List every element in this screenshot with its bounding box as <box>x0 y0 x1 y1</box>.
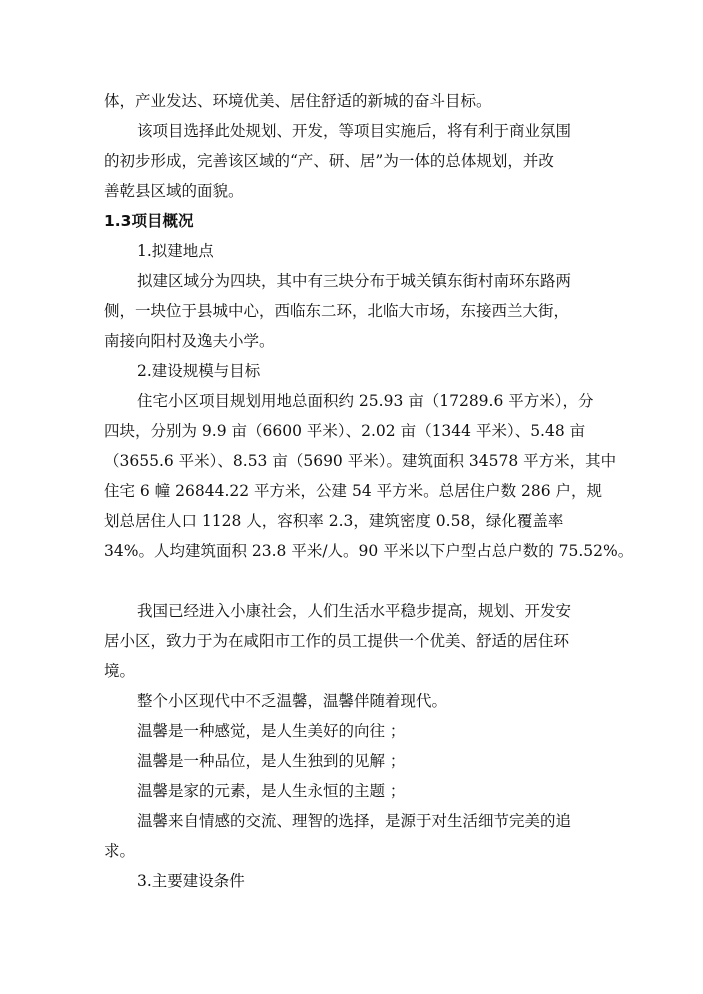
section-heading: 1.3项目概况 <box>104 212 194 230</box>
paragraph-line: 整个小区现代中不乏温馨，温馨伴随着现代。 <box>137 692 448 710</box>
paragraph-line: 的初步形成，完善该区域的“产、研、居”为一体的总体规划，并改 <box>104 152 554 170</box>
paragraph-line: 划总居住人口 1128 人，容积率 2.3，建筑密度 0.58，绿化覆盖率 <box>104 512 564 530</box>
paragraph-line: 体，产业发达、环境优美、居住舒适的新城的奋斗目标。 <box>104 92 492 110</box>
paragraph-line: 拟建区域分为四块，其中有三块分布于城关镇东街村南环东路两 <box>137 272 572 290</box>
paragraph-line: 侧，一块位于县城中心，西临东二环，北临大市场，东接西兰大街， <box>104 302 570 320</box>
paragraph-line: 南接向阳村及逸夫小学。 <box>104 332 275 350</box>
paragraph-line: 居小区，致力于为在咸阳市工作的员工提供一个优美、舒适的居住环 <box>104 632 570 650</box>
paragraph-line: 温馨是一种感觉，是人生美好的向往 ； <box>137 722 406 740</box>
paragraph-line: 我国已经进入小康社会，人们生活水平稳步提高，规划、开发安 <box>137 602 572 620</box>
paragraph-line: （3655.6 平米）、8.53 亩（5690 平米）。建筑面积 34578 平方米，其中 <box>104 452 617 470</box>
paragraph-line: 住宅 6 幢 26844.22 平方米，公建 54 平方米。总居住户数 286 户，规 <box>104 482 603 500</box>
paragraph-line: 温馨是家的元素，是人生永恒的主题 ； <box>137 782 406 800</box>
subsection-title: 3.主要建设条件 <box>137 872 245 890</box>
paragraph-line: 住宅小区项目规划用地总面积约 25.93 亩（17289.6 平方米），分 <box>137 392 594 410</box>
paragraph-line: 温馨来自情感的交流、理智的选择，是源于对生活细节完美的追 <box>137 812 572 830</box>
subsection-title: 2.建设规模与目标 <box>137 362 261 380</box>
paragraph-line: 该项目选择此处规划、开发，等项目实施后，将有利于商业氛围 <box>137 122 572 140</box>
paragraph-line: 四块，分别为 9.9 亩（6600 平米）、2.02 亩（1344 平米）、5.48 亩 <box>104 422 586 440</box>
paragraph-line: 求。 <box>104 842 136 860</box>
paragraph-line: 温馨是一种品位，是人生独到的见解 ； <box>137 752 406 770</box>
paragraph-line: 善乾县区域的面貌。 <box>104 182 244 200</box>
paragraph-line: 34%。人均建筑面积 23.8 平米/人。90 平米以下户型占总户数的 75.52%。 <box>104 542 634 560</box>
paragraph-line: 境。 <box>104 662 136 680</box>
subsection-title: 1.拟建地点 <box>137 242 214 260</box>
